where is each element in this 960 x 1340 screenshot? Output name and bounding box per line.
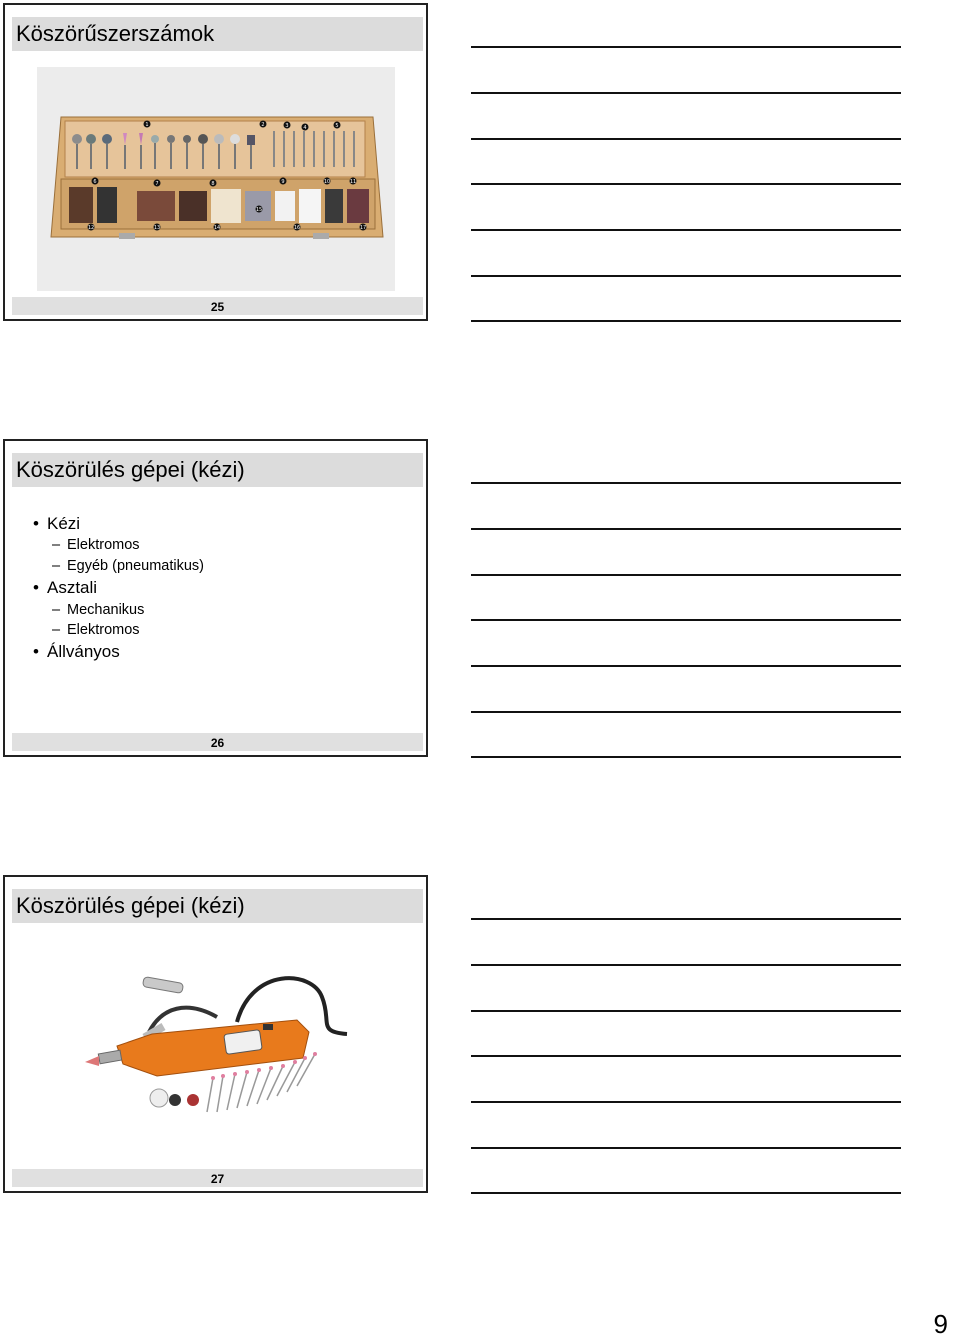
bullet-item: • Állványos	[33, 642, 204, 662]
callout-17: 17	[359, 225, 367, 231]
callout-14: 14	[213, 225, 221, 231]
note-line	[471, 1010, 901, 1012]
note-line	[471, 1055, 901, 1057]
callout-6: 6	[93, 179, 97, 185]
note-line	[471, 229, 901, 231]
sub-bullet-item: – Mechanikus	[33, 602, 204, 619]
callout-7: 7	[155, 181, 159, 187]
note-line	[471, 1101, 901, 1103]
note-line	[471, 964, 901, 966]
note-line	[471, 665, 901, 667]
bullet-item: • Asztali	[33, 578, 204, 598]
note-line	[471, 320, 901, 322]
note-line	[471, 92, 901, 94]
grinding-tool-set-image	[37, 67, 395, 291]
slide-1	[3, 3, 428, 321]
note-line	[471, 482, 901, 484]
slide-number: 25	[12, 297, 423, 315]
note-line	[471, 711, 901, 713]
callout-9: 9	[281, 179, 285, 185]
note-line	[471, 528, 901, 530]
note-line	[471, 619, 901, 621]
slide-title: Köszörülés gépei (kézi)	[12, 453, 423, 487]
callout-11: 11	[349, 179, 357, 185]
slide-title: Köszörűszerszámok	[12, 17, 423, 51]
callout-13: 13	[153, 225, 161, 231]
slide-title: Köszörülés gépei (kézi)	[12, 889, 423, 923]
page-number: 9	[933, 1309, 948, 1339]
sub-bullet-item: – Elektromos	[33, 537, 204, 554]
callout-2: 2	[261, 122, 265, 128]
callout-10: 10	[323, 179, 331, 185]
callout-15: 15	[255, 207, 263, 213]
note-line	[471, 46, 901, 48]
callout-8: 8	[211, 181, 215, 187]
note-line	[471, 275, 901, 277]
bullet-list	[33, 511, 204, 663]
callout-16: 16	[293, 225, 301, 231]
sub-bullet-item: – Elektromos	[33, 622, 204, 639]
sub-bullet-item: – Egyéb (pneumatikus)	[33, 558, 204, 575]
callout-1: 1	[145, 122, 149, 128]
bullet-item: • Kézi	[33, 514, 204, 534]
slide-number: 26	[12, 733, 423, 751]
note-line	[471, 1192, 901, 1194]
note-line	[471, 138, 901, 140]
callout-3: 3	[285, 123, 289, 129]
callout-5: 5	[335, 123, 339, 129]
note-line	[471, 1147, 901, 1149]
callout-12: 12	[87, 225, 95, 231]
slide-3	[3, 875, 428, 1193]
note-line	[471, 918, 901, 920]
note-line	[471, 183, 901, 185]
slide-number: 27	[12, 1169, 423, 1187]
note-line	[471, 756, 901, 758]
rotary-tool-image	[77, 972, 357, 1122]
callout-4: 4	[303, 125, 307, 131]
slide-2	[3, 439, 428, 757]
note-line	[471, 574, 901, 576]
